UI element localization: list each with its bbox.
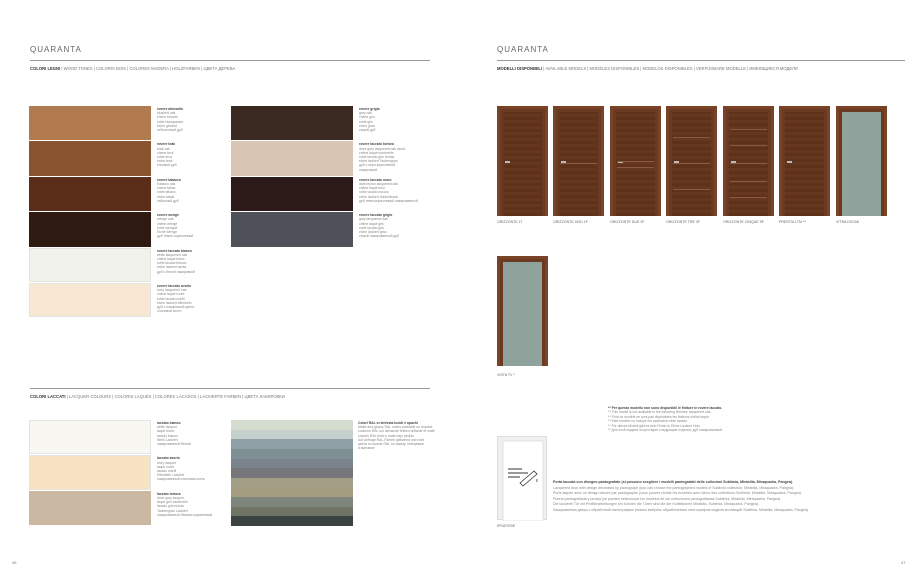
left-page-title: QUARANTA	[30, 45, 82, 54]
note-line: Puerta pantografiada y lacada (se pueden seleccionar los modelos de las colecciones pantografiadas Sublimia, Mirabilia, Miraquadra, Pangea).	[553, 496, 782, 501]
note-line: Lacquered door with design decorated by pantograph (you can choose the pantographed models of Sublimia collection, Mirabilia, Miraquadra, Pangea).	[553, 485, 795, 490]
swatch-name: rovere laccato moro	[359, 177, 392, 182]
color-swatch[interactable]	[29, 141, 151, 175]
ral-color-band[interactable]	[231, 420, 353, 430]
note-line: ** Pour ce modèle ne sont pas disponibles les finitions chêne laqué.	[608, 414, 710, 419]
note-heading: ** Per questo modello non sono disponibili le finiture in rovere laccato.	[608, 406, 723, 410]
pantograph-door-drawing	[497, 436, 547, 520]
door-model[interactable]	[779, 106, 830, 216]
swatch-translation: dove grey lacquer	[157, 496, 184, 500]
ral-color-band[interactable]	[231, 507, 353, 517]
swatch-translation: wengé oak	[157, 217, 174, 222]
swatch-name: laccato avorio	[157, 456, 180, 461]
swatch-label	[157, 142, 227, 167]
swatch-translation: Matte and glossy RAL colors available on request	[358, 425, 433, 430]
swatch-translation: eiche tabak	[157, 194, 175, 199]
door-model[interactable]	[610, 106, 661, 216]
ral-label	[358, 421, 438, 450]
availability-notes	[608, 406, 723, 432]
note-line: Лакированная дверь с обработкой пантографом (можно выбрать обработанные пантографом модели коллекций Sublimia, Mirabilia, Miraquadra, Pangea).	[553, 507, 810, 512]
divider	[497, 60, 905, 61]
door-label: PRESTIA LTM **	[779, 220, 806, 224]
door-model[interactable]	[723, 106, 774, 216]
swatch-translation: lacado blanco	[157, 433, 178, 438]
door-groove	[673, 189, 710, 190]
note-line: ** Für dieses Modell gibt es kein Finish in Eiche Lackiert Holz.	[608, 423, 701, 428]
ral-color-band[interactable]	[231, 516, 353, 526]
swatch-translation: лакировкой	[359, 167, 378, 172]
swatch-translation: tobacco oak	[157, 182, 176, 186]
swatch-label	[157, 421, 227, 446]
heading-bold: COLORI LACCATI	[30, 394, 66, 399]
swatch-translation: colores RAL brillo y mate bajo pedido	[358, 433, 415, 438]
door-groove	[730, 163, 767, 164]
swatch-translation: roble wengué	[157, 225, 178, 230]
swatch-translation: chene gris	[359, 115, 375, 120]
door-label: VISTA TV *	[497, 373, 515, 377]
swatch-translation: chene tabac	[157, 186, 176, 191]
swatch-translation: white lacquered oak	[157, 252, 188, 257]
wood-tones-heading	[30, 66, 235, 71]
page-number-right: 47	[901, 560, 906, 565]
door-handle-icon	[505, 161, 510, 163]
swatch-name: rovere grigio	[359, 107, 380, 111]
swatch-label	[359, 213, 429, 238]
swatch-translation: eiche gebeizt	[157, 123, 177, 128]
swatch-translation: eiche lackiert dunkelbraun	[359, 194, 399, 199]
swatch-translation: chene teck	[157, 150, 174, 155]
door-model[interactable]	[836, 106, 887, 216]
pencil-drawing-icon	[498, 437, 548, 521]
swatch-translation: лакированный слоновая кость	[157, 477, 205, 482]
swatch-translation: teak oak	[157, 146, 170, 151]
color-swatch[interactable]	[29, 455, 151, 489]
swatch-translation: и матовые	[358, 446, 375, 451]
swatch-name: rovere laccato avorio	[157, 284, 192, 288]
swatch-translation: слоновой кости	[157, 309, 182, 314]
swatch-translation: Eiche Wenge	[157, 230, 178, 234]
swatch-translation: дуб темнокоричневый лакированный	[359, 198, 418, 203]
swatch-translation: дуб с белой лакировкой	[157, 269, 195, 274]
note-line: Die lackierte Tür mit Profilbearbeitungen (es können die Türen sind die der Kollektionen Mirabilia, Sublimia, Miraquadra, Pangea).	[553, 502, 760, 507]
door-groove	[673, 163, 710, 164]
page-number-left: 46	[12, 560, 17, 565]
swatch-translation: roble blanqueado	[157, 119, 184, 124]
heading-translations: | AVAILABLE MODELS | MODÈLES DISPONIBLES | MODELOS DISPONIBLES | VERFÜGBARE MODELLE | ИМЕЮЩИЕСЯ МОДЕЛИ	[542, 66, 798, 71]
swatch-translation: chêne laqué tourterelle	[359, 150, 394, 155]
swatch-translation: laqué gris tourterelle	[157, 500, 188, 505]
swatch-name: rovere alinearite	[157, 107, 184, 111]
door-groove	[730, 145, 767, 146]
swatch-translation: chêne laqué blanc	[157, 257, 185, 261]
color-swatch[interactable]	[231, 212, 353, 246]
door-groove	[617, 167, 654, 168]
swatch-translation: white lacquer	[157, 425, 177, 430]
swatch-translation: lacado gris tórtola	[157, 504, 184, 509]
swatch-translation: dove grey lacquered oak wood	[359, 146, 406, 151]
lacquer-colours-heading	[30, 394, 285, 399]
swatch-name: laccato bianco	[157, 421, 181, 425]
swatch-label	[157, 249, 227, 274]
door-label: ORIZZONTE LT	[497, 220, 523, 224]
heading-translations: | WOOD TONES | COLORIS BOIS | COLORES MADERA | HOLZFARBEN | ЦВЕТА ДЕРЕВА	[60, 66, 236, 71]
swatch-translation: roble lacado gris	[359, 225, 384, 230]
swatch-translation: chêne laqué gris	[359, 221, 384, 226]
swatch-label	[359, 142, 429, 171]
door-groove	[730, 129, 767, 130]
color-swatch[interactable]	[231, 141, 353, 175]
swatch-translation: Taubengrau Lackiert	[157, 508, 188, 513]
swatch-name: rovere laccato bianco	[157, 248, 192, 253]
swatch-translation: eiche teak	[157, 159, 173, 164]
ral-color-band[interactable]	[231, 487, 353, 497]
door-groove	[617, 161, 654, 162]
swatch-translation: Auf Anfrage RAL-Farben glänzend und matt	[358, 437, 424, 442]
swatch-translation: chene blanchi	[157, 115, 178, 120]
swatch-translation: eiche lackiert weiss	[157, 265, 187, 270]
swatch-translation: grey oak	[359, 111, 373, 116]
swatch-translation: дуб темно-коричневый	[157, 234, 194, 239]
color-swatch[interactable]	[29, 248, 151, 282]
door-label: ORIZZONTE TRE 3F	[666, 220, 701, 224]
swatch-label	[157, 178, 227, 203]
note-line: ** Для этой модели отсутствуют следующие отделки: дуб лакированный.	[608, 428, 723, 433]
swatch-label	[359, 178, 429, 203]
swatch-translation: roble lacado blanco	[157, 261, 187, 266]
swatch-translation: табачный дуб	[157, 198, 179, 203]
swatch-translation: roble lacado gris tórtola	[359, 155, 395, 159]
swatch-translation: Weiß Lackiert	[157, 437, 178, 442]
note-line: ** Este modelo no incluye los acabados roble lacado.	[608, 419, 688, 424]
swatch-translation: eiche lackiert grau	[359, 230, 387, 234]
color-swatch[interactable]	[231, 106, 353, 140]
ral-color-band[interactable]	[231, 430, 353, 440]
door-label: ORIZZONTE DUE 2F	[610, 220, 645, 224]
color-swatch[interactable]	[29, 283, 151, 317]
door-groove	[673, 137, 710, 138]
note-heading: Porta laccata con disegno pantografato (si possono scegliere i modelli pantografati delle collezioni Sublimia, Mirabilia, Miraquadra, Pangea).	[553, 480, 794, 484]
color-swatch[interactable]	[231, 177, 353, 211]
swatch-name: Colori RAL a richiesta lucidi e opachi	[358, 421, 418, 425]
swatch-translation: couleurs RAL sur demande finition brillante et mate	[358, 429, 435, 434]
swatch-translation: ivory lacquered oak	[157, 288, 187, 293]
swatch-translation: lacado marfil	[157, 469, 177, 473]
drawing-caption: IPSATISSE	[497, 524, 516, 528]
swatch-translation: лакированный бежево-коричневый	[157, 512, 213, 517]
swatch-translation: chêne laqué ivoire	[157, 292, 185, 297]
swatch-translation: roble teca	[157, 155, 172, 159]
swatch-name: rovere wengé	[157, 213, 179, 218]
note-line: Porte laquée avec un design décoré par pantographe (vous pouvez choisir les modèles avec décor des collections Sublimia, Mirabilia, Miraquadra, Pangea).	[553, 491, 802, 496]
color-swatch[interactable]	[29, 212, 151, 246]
door-model[interactable]	[553, 106, 604, 216]
swatch-translation: серый лакированный дуб	[359, 234, 400, 239]
swatch-translation: chêne laqué brun	[359, 186, 386, 191]
swatch-translation: roble lacado oscuro	[359, 190, 389, 195]
swatch-translation: ivory lacquer	[157, 460, 177, 465]
heading-bold: COLORI LEGNI	[30, 66, 61, 71]
swatch-translation: eiche lackiert Taubengrau	[359, 159, 398, 164]
swatch-translation: chêne wengé	[157, 221, 178, 226]
swatch-name: rovere tabacco	[157, 177, 182, 182]
ral-color-band[interactable]	[231, 439, 353, 449]
door-label: ORIZZONTE UNO 1F	[553, 220, 588, 224]
ral-color-band[interactable]	[231, 449, 353, 459]
door-label: ORIZZONTE CINQUE 5F	[723, 220, 764, 224]
swatch-label	[157, 284, 227, 313]
door-groove	[560, 163, 597, 164]
swatch-translation: roble gris	[359, 119, 373, 124]
swatch-translation: laqué blanc	[157, 429, 175, 434]
door-model[interactable]	[666, 106, 717, 216]
color-swatch[interactable]	[29, 420, 151, 454]
swatch-name: rovere teak	[157, 142, 176, 147]
color-swatch[interactable]	[29, 491, 151, 525]
ral-color-band[interactable]	[231, 497, 353, 507]
swatch-name: laccato tortora	[157, 491, 181, 496]
swatch-translation: dark brown lacquered oak	[359, 182, 399, 186]
right-page-title: QUARANTA	[497, 45, 549, 54]
swatch-name: rovere laccato tortora	[359, 142, 394, 147]
swatch-translation: blushed oak	[157, 111, 176, 116]
swatch-label	[157, 492, 227, 517]
swatch-translation: Elfenbein Lackiert	[157, 473, 184, 478]
swatch-label	[157, 107, 227, 132]
heading-translations: | LACQUER COLOURS | COLORIS LAQUÉS | COLORES LACADOS | LACKIERTE FARBEN | ЦВЕТА ЛАКИРОВКИ	[65, 394, 285, 399]
ral-color-strip	[231, 420, 353, 526]
divider	[30, 60, 430, 61]
swatch-translation: grey lacquered oak	[359, 217, 388, 222]
color-swatch[interactable]	[29, 177, 151, 211]
door-groove	[730, 197, 767, 198]
door-handle-icon	[787, 161, 792, 163]
heading-bold: MODELLI DISPONIBILI	[497, 66, 543, 71]
door-label: VITRA H2O08	[836, 220, 859, 224]
swatch-translation: отбеленный дуб	[157, 128, 183, 133]
swatch-translation: тиковый дуб	[157, 163, 177, 168]
swatch-translation: цвета по шкале RAL по заказу, глянцевые	[358, 442, 424, 447]
door-vista-tv	[497, 256, 548, 366]
swatch-translation: серый дуб	[359, 128, 376, 133]
swatch-label	[157, 456, 227, 481]
swatch-translation: eiche grau	[359, 123, 375, 128]
available-models-heading	[497, 66, 798, 71]
swatch-name: rovere laccato grigio	[359, 213, 393, 218]
ral-color-band[interactable]	[231, 478, 353, 488]
swatch-translation: eiche lackiert elfenbein	[157, 300, 192, 305]
door-groove	[730, 181, 767, 182]
swatch-translation: лакированный белый	[157, 442, 191, 447]
note-line: ** This model is not available in the following finishes: lacquered oak.	[608, 410, 712, 415]
swatch-translation: roble tabaco	[157, 190, 176, 195]
swatch-label	[359, 107, 429, 132]
color-swatch[interactable]	[29, 106, 151, 140]
swatch-translation: laqué ivoire	[157, 464, 175, 469]
swatch-translation: дуб с лакировкой цвета	[157, 305, 195, 310]
ral-color-band[interactable]	[231, 468, 353, 478]
swatch-translation: дуб с серо-коричневой	[359, 163, 395, 168]
ral-color-band[interactable]	[231, 459, 353, 469]
door-model[interactable]	[497, 106, 548, 216]
pantograph-description	[553, 480, 809, 514]
divider	[30, 388, 430, 389]
swatch-label	[157, 213, 227, 238]
swatch-translation: roble lacado marfil	[157, 296, 185, 301]
